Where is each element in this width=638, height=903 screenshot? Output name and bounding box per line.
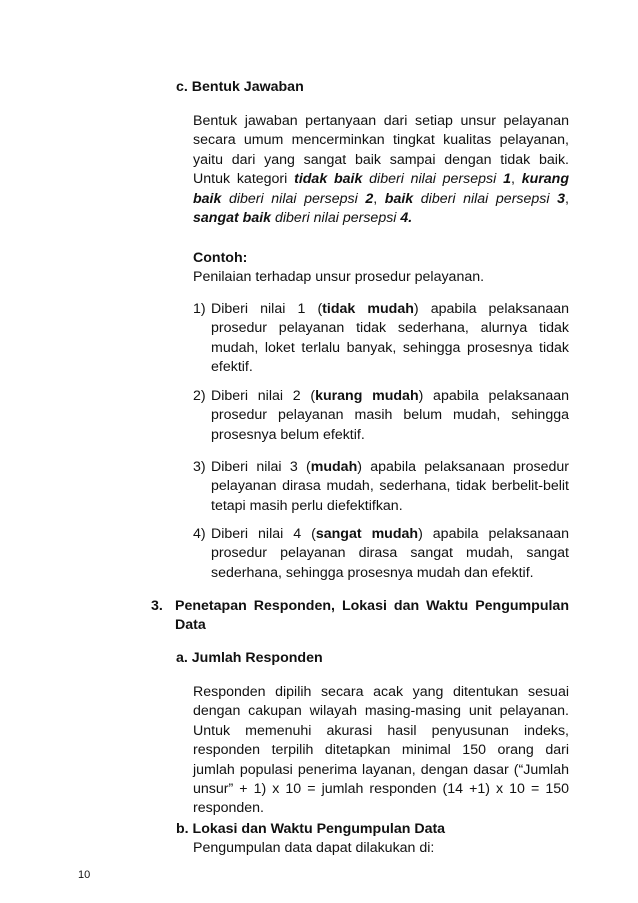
- item-number: 4): [193, 526, 206, 542]
- page-number: 10: [78, 869, 91, 881]
- text-run: Bentuk jawaban pertanyaan dari setiap unsur pelayanan secara umum mencerminkan tingkat kualitas pelayanan, yaitu dari yang sangat baik sampai dengan tidak baik. Untuk kategori: [193, 113, 569, 188]
- text-run: ) apabila pelaksanaan prosedur pelayanan tidak sederhana, alurnya tidak mudah, loket terlalu banyak, sehingga prosesnya tidak efektif.: [211, 301, 570, 376]
- text-run: diberi nilai persepsi: [362, 171, 504, 188]
- value-1: 1: [503, 171, 511, 188]
- item-number: 3): [193, 459, 206, 475]
- list-item: [193, 387, 569, 445]
- contoh-text: Penilaian terhadap unsur prosedur pelayanan.: [193, 269, 485, 285]
- heading-jumlah-responden: a. Jumlah Responden: [176, 650, 323, 666]
- text-run: Diberi nilai 2 (: [211, 388, 316, 404]
- item-text: [211, 300, 569, 378]
- list-item: [193, 525, 569, 583]
- text-run: ) apabila pelaksanaan prosedur pelayanan masih belum mudah, sehingga prosesnya belum efektif.: [211, 388, 569, 443]
- item-text: [211, 387, 569, 445]
- text-run: Diberi nilai 3 (: [211, 459, 311, 475]
- value-3: 3: [557, 190, 566, 207]
- text-run: Diberi nilai 4 (: [211, 526, 316, 542]
- text-run: Diberi nilai 1 (: [211, 301, 323, 317]
- term-kurang-baik: kurang baik: [193, 171, 569, 207]
- text-run: diberi nilai persepsi: [221, 190, 366, 207]
- paragraph-bentuk-jawaban: [193, 112, 569, 228]
- heading-bentuk-jawaban: c. Bentuk Jawaban: [176, 79, 304, 95]
- item-bold-term: mudah: [310, 459, 358, 475]
- text-run: diberi nilai persepsi: [413, 190, 558, 207]
- item-bold-term: tidak mudah: [322, 301, 414, 317]
- value-4: 4.: [400, 210, 413, 227]
- term-sangat-baik: sangat baik: [193, 210, 272, 227]
- item-number: 2): [193, 388, 206, 404]
- section-title: Penetapan Responden, Lokasi dan Waktu Pengumpulan Data: [175, 598, 569, 634]
- heading-lokasi-waktu: b. Lokasi dan Waktu Pengumpulan Data: [176, 821, 446, 837]
- list-item: [193, 300, 569, 378]
- item-text: [211, 525, 569, 583]
- term-tidak-baik: tidak baik: [294, 171, 363, 188]
- item-text: [211, 458, 569, 516]
- text-run: ) apabila pelaksanaan prosedur pelayanan dirasa sangat mudah, sangat sederhana, sehingga prosesnya mudah dan efektif.: [211, 526, 569, 581]
- list-item: [193, 458, 569, 516]
- text-run: ,: [373, 190, 385, 207]
- item-number: 1): [193, 301, 206, 317]
- text-run: diberi nilai persepsi: [271, 210, 401, 227]
- paragraph-lokasi-waktu: Pengumpulan data dapat dilakukan di:: [193, 840, 435, 856]
- item-bold-term: sangat mudah: [315, 526, 419, 542]
- text-run: ,: [565, 190, 569, 207]
- text-run: ) apabila pelaksanaan prosedur pelayanan dirasa mudah, sederhana, tidak berbelit-belit tetapi masih perlu diefektifkan.: [211, 459, 570, 514]
- paragraph-jumlah-responden: Responden dipilih secara acak yang ditentukan sesuai dengan cakupan wilayah masing-masing unit pelayanan. Untuk memenuhi akurasi hasil penyusunan indeks, responden terpilih ditetapkan minimal 150 orang dari jumlah populasi penerima layanan, dengan dasar (“Jumlah unsur” + 1) x 10 = jumlah responden (14 +1) x 10 = 150 responden.: [193, 684, 569, 817]
- contoh-label: Contoh:: [193, 250, 248, 266]
- section-3-heading: [151, 597, 569, 636]
- value-2: 2: [365, 190, 374, 207]
- text-run: ,: [510, 171, 522, 188]
- term-baik: baik: [384, 190, 414, 207]
- item-bold-term: kurang mudah: [315, 388, 419, 404]
- section-number: 3.: [151, 598, 163, 614]
